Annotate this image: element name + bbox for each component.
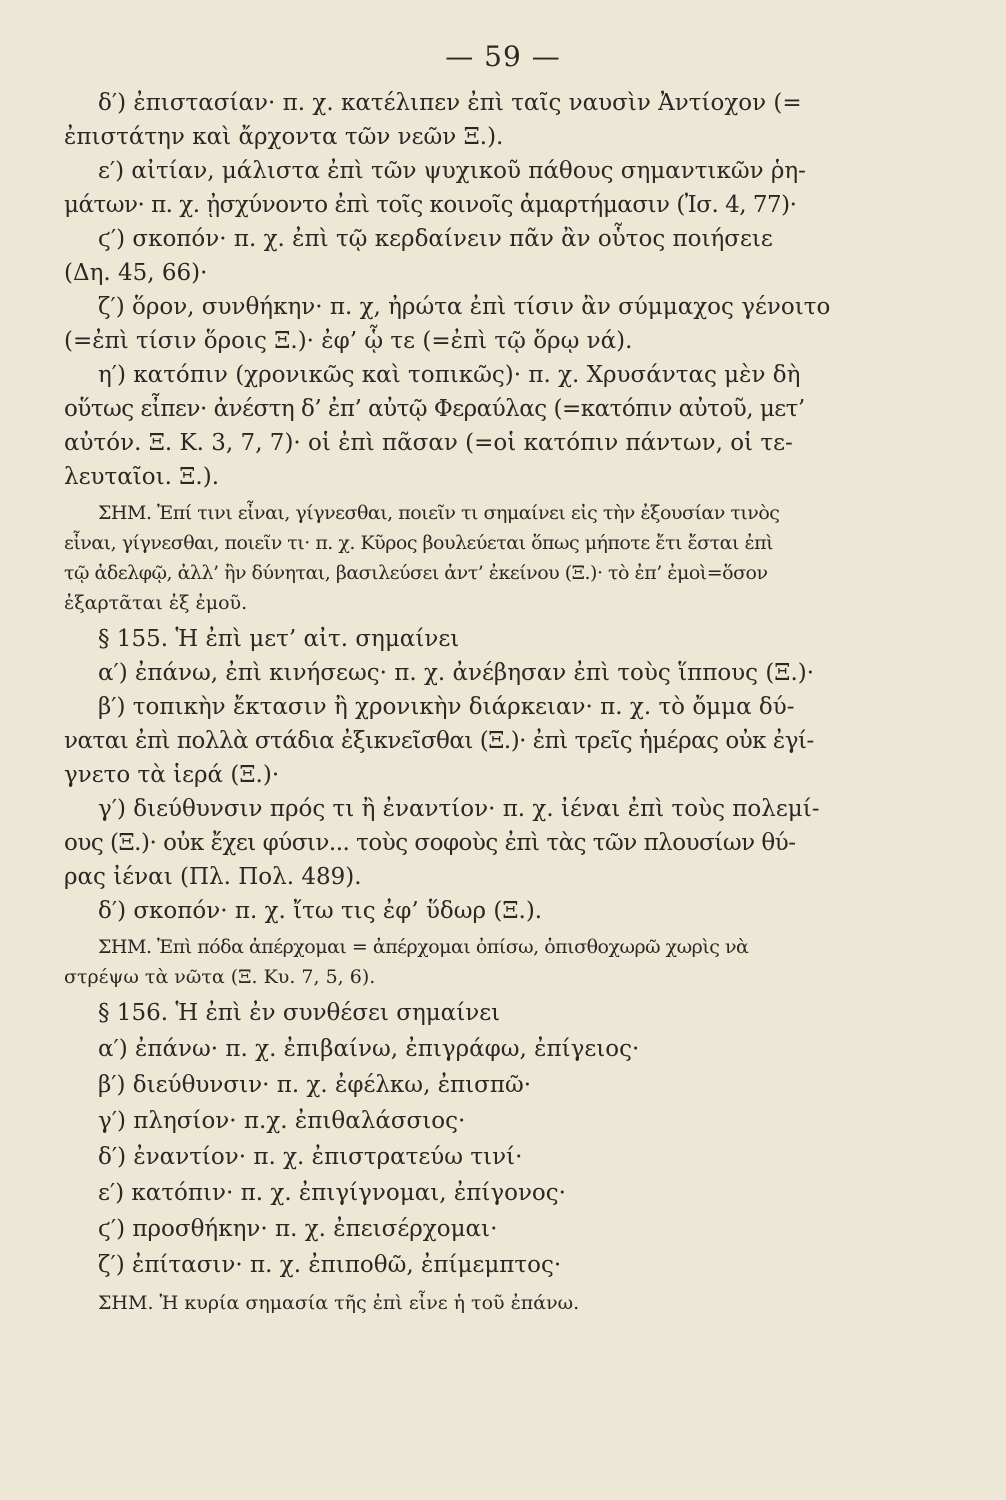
text-line: λευταῖοι. Ξ.).: [64, 464, 220, 490]
section-heading: § 156. Ἡ ἐπὶ ἐν συνθέσει σημαίνει: [98, 1000, 501, 1026]
text-line: η′) κατόπιν (χρονικῶς καὶ τοπικῶς)· π. χ. Χρυσάντας μὲν δὴ: [98, 362, 801, 388]
list-item: α′) ἐπάνω· π. χ. ἐπιβαίνω, ἐπιγράφω, ἐπίγειος·: [98, 1036, 640, 1062]
page-number: — 59 —: [445, 40, 561, 73]
text-line: οὕτως εἶπεν· ἀνέστη δ’ ἐπ’ αὐτῷ Φεραύλας (=κατόπιν αὐτοῦ, μετ’: [64, 396, 805, 422]
text-line: αὐτόν. Ξ. Κ. 3, 7, 7)· οἱ ἐπὶ πᾶσαν (=οἱ κατόπιν πάντων, οἱ τε-: [64, 430, 793, 456]
section-heading: § 155. Ἡ ἐπὶ μετ’ αἰτ. σημαίνει: [98, 626, 460, 652]
list-item: γ′) πλησίον· π.χ. ἐπιθαλάσσιος·: [98, 1108, 466, 1134]
text-line: α′) ἐπάνω, ἐπὶ κινήσεως· π. χ. ἀνέβησαν ἐπὶ τοὺς ἵππους (Ξ.)·: [98, 660, 815, 686]
text-line: μάτων· π. χ. ᾐσχύνοντο ἐπὶ τοῖς κοινοῖς ἁμαρτήμασιν (Ἰσ. 4, 77)·: [64, 192, 797, 218]
text-line: ἐπιστάτην καὶ ἄρχοντα τῶν νεῶν Ξ.).: [64, 124, 504, 150]
note-line: ἐξαρτᾶται ἐξ ἐμοῦ.: [64, 592, 248, 614]
list-item: δ′) ἐναντίον· π. χ. ἐπιστρατεύω τινί·: [98, 1144, 523, 1170]
text-line: ναται ἐπὶ πολλὰ στάδια ἐξικνεῖσθαι (Ξ.)· ἐπὶ τρεῖς ἡμέρας οὐκ ἐγί-: [64, 728, 814, 754]
note-line: ΣΗΜ. Ἐπὶ πόδα ἀπέρχομαι = ἀπέρχομαι ὀπίσω, ὀπισθοχωρῶ χωρὶς νὰ: [98, 936, 749, 958]
note-line: ΣΗΜ. Ἐπί τινι εἶναι, γίγνεσθαι, ποιεῖν τι σημαίνει εἰς τὴν ἐξουσίαν τινὸς: [98, 502, 780, 524]
text-line: γ′) διεύθυνσιν πρός τι ἢ ἐναντίον· π. χ. ἰέναι ἐπὶ τοὺς πολεμί-: [98, 796, 820, 822]
list-item: β′) διεύθυνσιν· π. χ. ἐφέλκω, ἐπισπῶ·: [98, 1072, 532, 1098]
text-line: ους (Ξ.)· οὐκ ἔχει φύσιν... τοὺς σοφοὺς ἐπὶ τὰς τῶν πλουσίων θύ-: [64, 830, 796, 856]
text-line: ε′) αἰτίαν, μάλιστα ἐπὶ τῶν ψυχικοῦ πάθους σημαντικῶν ῥη-: [98, 158, 806, 184]
list-item: ζ′) ἐπίτασιν· π. χ. ἐπιποθῶ, ἐπίμεμπτος·: [98, 1252, 562, 1278]
text-line: ζ′) ὅρον, συνθήκην· π. χ, ἠρώτα ἐπὶ τίσιν ἂν σύμμαχος γένοιτο: [98, 294, 831, 320]
text-line: δ′) σκοπόν· π. χ. ἴτω τις ἐφ’ ὕδωρ (Ξ.).: [98, 898, 543, 924]
text-line: ρας ἰέναι (Πλ. Πολ. 489).: [64, 864, 362, 890]
note-line: τῷ ἀδελφῷ, ἀλλ’ ἢν δύνηται, βασιλεύσει ἀντ’ ἐκείνου (Ξ.)· τὸ ἐπ’ ἐμοὶ=ὅσον: [64, 562, 768, 584]
text-line: (Δη. 45, 66)·: [64, 260, 208, 286]
note-line: ΣΗΜ. Ἡ κυρία σημασία τῆς ἐπὶ εἶνε ἡ τοῦ ἐπάνω.: [98, 1292, 580, 1314]
text-line: δ′) ἐπιστασίαν· π. χ. κατέλιπεν ἐπὶ ταῖς ναυσὶν Ἀντίοχον (=: [98, 90, 802, 116]
text-line: ϛ′) σκοπόν· π. χ. ἐπὶ τῷ κερδαίνειν πᾶν ἂν οὗτος ποιήσειε: [98, 226, 773, 252]
list-item: ε′) κατόπιν· π. χ. ἐπιγίγνομαι, ἐπίγονος·: [98, 1180, 566, 1206]
note-line: στρέψω τὰ νῶτα (Ξ. Κυ. 7, 5, 6).: [64, 966, 376, 988]
list-item: ϛ′) προσθήκην· π. χ. ἐπεισέρχομαι·: [98, 1216, 498, 1242]
note-line: εἶναι, γίγνεσθαι, ποιεῖν τι· π. χ. Κῦρος βουλεύεται ὅπως μήποτε ἔτι ἔσται ἐπὶ: [64, 532, 774, 554]
text-line: β′) τοπικὴν ἔκτασιν ἢ χρονικὴν διάρκειαν· π. χ. τὸ ὄμμα δύ-: [98, 694, 795, 720]
text-line: (=ἐπὶ τίσιν ὅροις Ξ.)· ἐφ’ ᾧ τε (=ἐπὶ τῷ ὅρῳ νά).: [64, 328, 633, 354]
text-line: γνετο τὰ ἱερά (Ξ.)·: [64, 762, 280, 788]
